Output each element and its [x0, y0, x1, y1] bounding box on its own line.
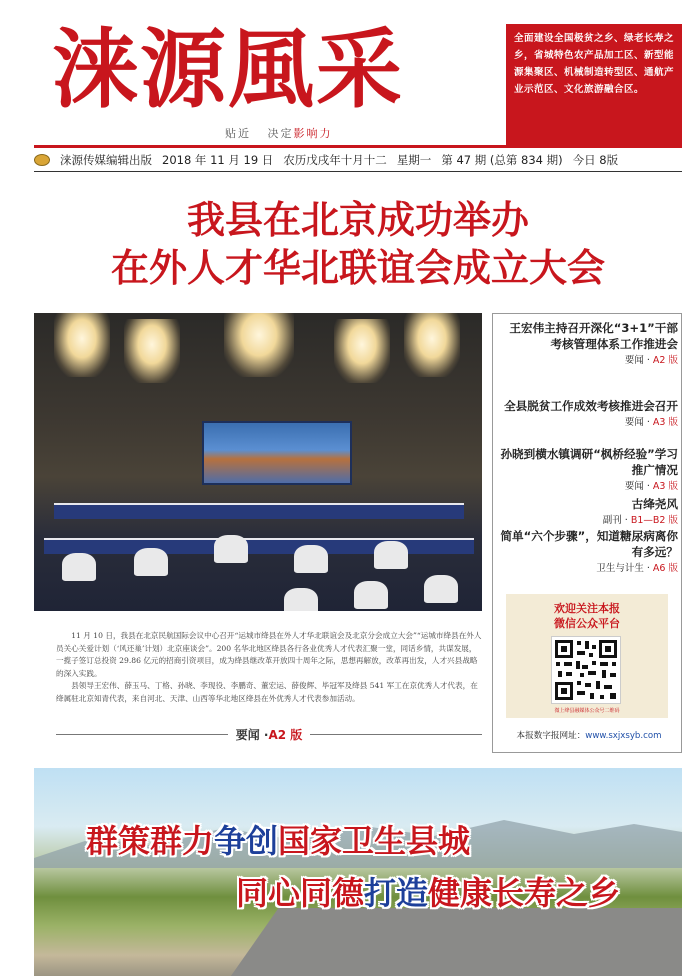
news-index-item[interactable] [500, 398, 678, 428]
news-index-item[interactable] [500, 320, 678, 366]
news-ref-prefix: 副刊 · [602, 515, 631, 526]
masthead-rule [34, 145, 682, 148]
banner-text: 同心同德 [235, 874, 364, 912]
issue-infobar [34, 151, 682, 169]
page-count: 今日 8版 [572, 153, 619, 167]
publisher: 涞源传媒编辑出版 [60, 153, 152, 167]
banner-text: 打造 [363, 874, 428, 912]
caption-paragraph: 11 月 10 日，我县在北京民航国际会议中心召开“运城市绛县在外人才华北联谊会及北京分会成立大会”“运城市绛县在外人员关心关爱计划（‘风还巢’计划）北京座谈会”。200 名华北地区绛县各行各业优秀人才代表汇聚一堂，同话乡情，共谋发展，一揽子签订总投资 29.86 亿元的招商引资项目，成为绛县继改革开放四十周年之际，思想再解放，改革再出发，人才兴县战略的深入实践。 [56, 631, 482, 678]
lunar-date: 农历戊戌年十月十二 [283, 153, 387, 167]
news-ref-page: A2 版 [652, 355, 678, 366]
promo-box: 全面建设全国极贫之乡、绿老长寿之乡，省城特色农产品加工区、新型能源集聚区、机械制造转型区、通航产业示范区、文化旅游融合区。 [506, 24, 682, 146]
banner-text: 争创 [213, 822, 278, 860]
news-title: 古绛尧风 [631, 497, 678, 511]
news-ref-page: B1—B2 版 [630, 515, 678, 526]
infobar-rule [34, 171, 682, 172]
news-ref-page: A3 版 [652, 417, 678, 428]
digital-edition-label: 本报数字报网址： [516, 731, 586, 741]
conference-photo [34, 313, 482, 611]
banner-text: 健康长寿之乡 [428, 874, 621, 912]
caption-ref-prefix: 要闻 · [235, 727, 269, 742]
digital-edition-url[interactable]: www.sxjxsyb.com [585, 731, 662, 741]
news-title: 孙晓到横水镇调研“枫桥经验”学习推广情况 [500, 447, 678, 477]
news-page-ref [500, 352, 678, 366]
issue-number: 第 47 期 (总第 834 期) [441, 153, 563, 167]
news-index-item[interactable] [500, 528, 678, 574]
news-ref-prefix: 要闻 · [624, 417, 653, 428]
news-title: 王宏伟主持召开深化“3+1”干部考核管理体系工作推进会 [509, 321, 678, 351]
news-page-ref [500, 414, 678, 428]
headline-line-2: 在外人才华北联谊会成立大会 [110, 246, 605, 290]
news-index-item[interactable] [500, 496, 678, 526]
highway [229, 908, 682, 976]
masthead-title: 涞源風采 [52, 19, 404, 120]
digital-edition-line [496, 729, 682, 741]
publisher-logo-icon [34, 154, 50, 166]
masthead-slogan [225, 125, 333, 141]
slogan-red-2: 影响力 [293, 127, 333, 140]
caption-page-ref[interactable] [56, 726, 482, 742]
news-ref-page: A3 版 [652, 481, 678, 492]
caption-paragraph: 县领导王宏伟、薛玉马、丁格、孙晓、李现役、李鹏奇、董宏运、薛俊辉、毕冠军及绛县 541 军工在京优秀人才代表，在绛属驻北京知青代表，来自河北、天津、山西等华北地区绛县在外优秀人才代表参加活动。 [56, 681, 478, 703]
news-page-ref [500, 560, 678, 574]
news-ref-prefix: 要闻 · [624, 355, 653, 366]
qr-code-icon[interactable] [551, 636, 621, 704]
news-ref-prefix: 卫生与计生 · [596, 563, 653, 574]
wechat-subtitle: 微信公众平台 [554, 617, 620, 630]
news-ref-page: A6 版 [652, 563, 678, 574]
slogan-red-1: 决定 [267, 127, 294, 140]
banner-text: 国家卫生县城 [278, 822, 471, 860]
qr-caption: 微上绛县融媒体公众号二维码 [554, 708, 620, 714]
stage-screen [202, 421, 352, 485]
slogan-plain: 贴近 [225, 127, 251, 140]
news-page-ref [500, 478, 678, 492]
news-index-item[interactable] [500, 446, 678, 492]
photo-caption [56, 630, 482, 705]
headline-line-1: 我县在北京成功举办 [186, 198, 529, 242]
caption-ref-page: A2 版 [268, 727, 303, 742]
issue-date: 2018 年 11 月 19 日 [162, 153, 274, 167]
banner-slogan-1 [34, 816, 602, 862]
weekday: 星期一 [396, 153, 432, 167]
news-title: 全县脱贫工作成效考核推进会召开 [504, 399, 678, 413]
news-title: 简单“六个步骤”，知道糖尿病离你有多远？ [500, 529, 678, 559]
news-ref-prefix: 要闻 · [624, 481, 653, 492]
news-page-ref [500, 512, 678, 526]
promo-banner [34, 768, 682, 976]
banner-text: 群策群力 [85, 822, 214, 860]
banner-slogan-2 [104, 868, 682, 914]
wechat-title: 欢迎关注本报 [554, 602, 620, 615]
